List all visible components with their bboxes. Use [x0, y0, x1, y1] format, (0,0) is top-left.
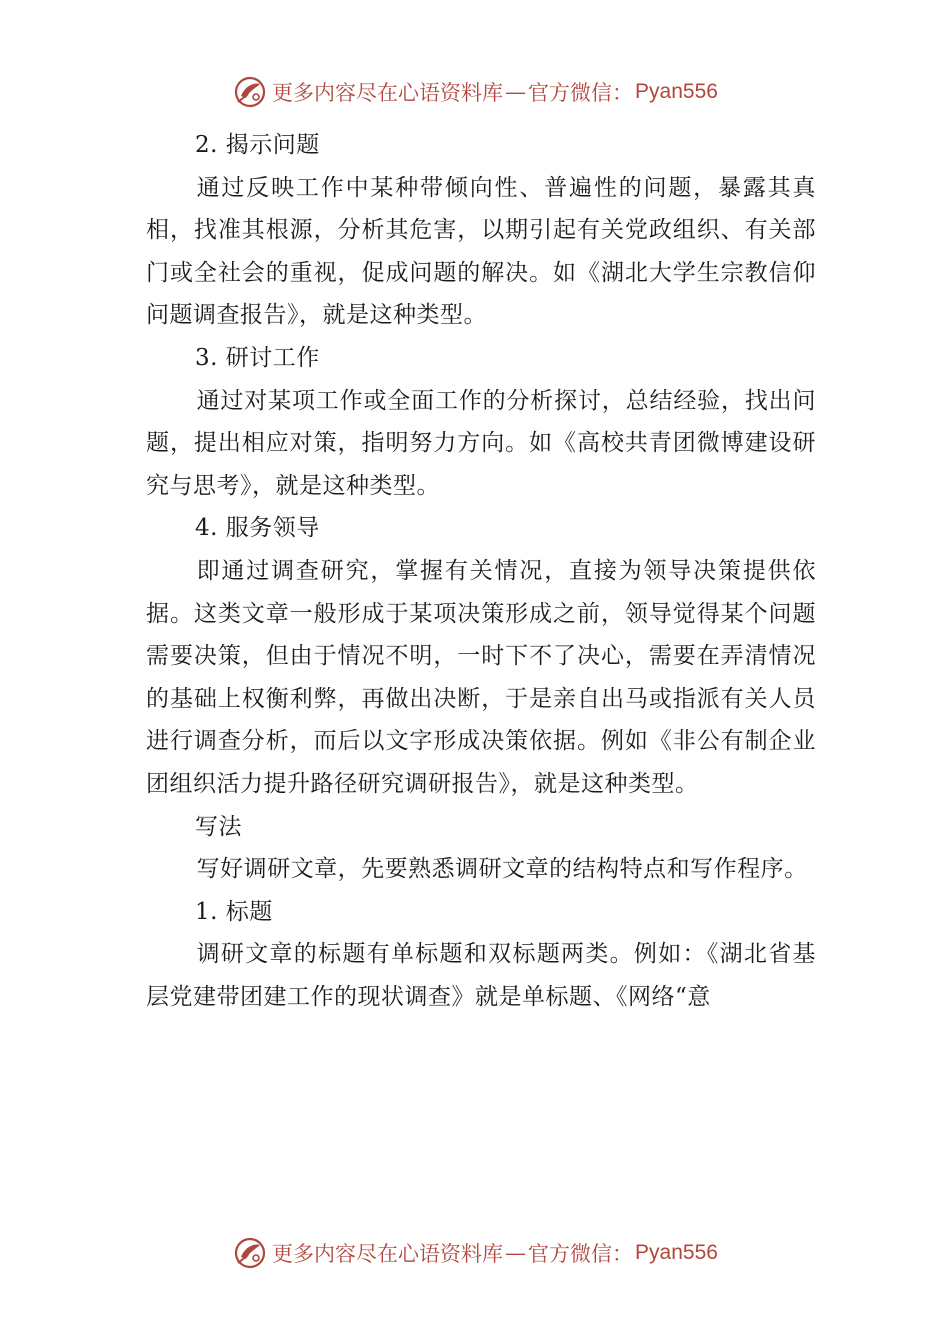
section-heading-discuss-work: 3. 研讨工作 — [195, 344, 320, 371]
brand-logo-icon — [232, 1235, 268, 1271]
paragraph-discuss-work: 通过对某项工作或全面工作的分析探讨，总结经验，找出问题，提出相应对策，指明努力方向。如《高校共青团微博建设研究与思考》，就是这种类型。 — [146, 387, 816, 499]
header-banner — [0, 72, 950, 112]
header-wechat-id: Pyan556 — [635, 80, 718, 103]
header-dash: — — [505, 80, 527, 104]
section-heading-serve-leadership: 4. 服务领导 — [195, 515, 320, 542]
paragraph-reveal-problems: 通过反映工作中某种带倾向性、普遍性的问题，暴露其真相，找准其根源，分析其危害，以期引起有关党政组织、有关部门或全社会的重视，促成问题的解决。如《湖北大学生宗教信仰问题调查报告》，就是这种类型。 — [146, 174, 816, 329]
brand-logo-icon — [232, 74, 268, 110]
footer-brand-text: 更多内容尽在心语资料库 — [272, 1242, 504, 1266]
footer-banner — [0, 1233, 950, 1273]
paragraph-serve-leadership: 即通过调查研究，掌握有关情况，直接为领导决策提供依据。这类文章一般形成于某项决策形成之前，领导觉得某个问题需要决策，但由于情况不明，一时下不了决心，需要在弄清情况的基础上权衡利弊，再做出决断，于是亲自出马或指派有关人员进行调查分析，而后以文字形成决策依据。例如《非公有制企业团组织活力提升路径研究调研报告》，就是这种类型。 — [146, 557, 816, 797]
paragraph-writing-method: 写好调研文章，先要熟悉调研文章的结构特点和写作程序。 — [196, 856, 808, 883]
footer-dash: — — [505, 1241, 527, 1265]
document-body — [146, 124, 816, 1018]
header-brand-text: 更多内容尽在心语资料库 — [272, 81, 504, 105]
header-official-label: 官方微信： — [528, 81, 634, 105]
section-heading-title: 1. 标题 — [195, 898, 273, 925]
paragraph-title: 调研文章的标题有单标题和双标题两类。例如：《湖北省基层党建带团建工作的现状调查》就是单标题、《网络“意 — [146, 941, 816, 1010]
section-heading-reveal-problems: 2. 揭示问题 — [195, 132, 320, 158]
footer-wechat-id: Pyan556 — [635, 1241, 718, 1264]
footer-official-label: 官方微信： — [528, 1242, 634, 1266]
section-heading-writing-method: 写法 — [195, 813, 242, 840]
